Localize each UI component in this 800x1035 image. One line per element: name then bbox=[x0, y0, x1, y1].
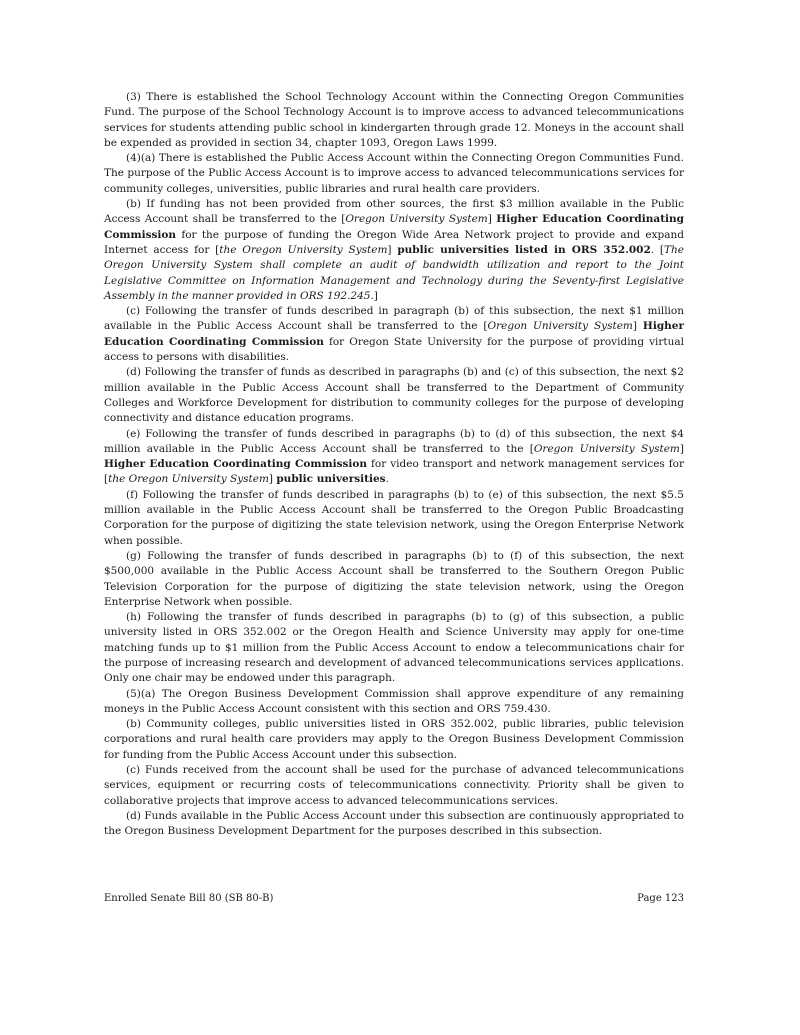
text-run: ] bbox=[632, 320, 643, 333]
deleted-text: Oregon University System bbox=[533, 442, 680, 455]
paragraph bbox=[104, 365, 684, 426]
text-run: for Oregon State University for the purpose of providing virtual access to persons with disabilities. bbox=[104, 335, 684, 364]
paragraph bbox=[104, 151, 684, 197]
text-run: (f) Following the transfer of funds described in paragraphs (b) to (e) of this subsection, the next $5.5 million available in the Public Access Account shall be transferred to the Oregon Public Broadcasting Corporation for the purpose of digitizing the state television network, using the Oregon Enterprise Network when possible. bbox=[104, 488, 684, 547]
deleted-text: Oregon University System bbox=[345, 213, 488, 226]
text-run: (h) Following the transfer of funds described in paragraphs (b) to (g) of this subsection, a public university listed in ORS 352.002 or the Oregon Health and Science University may apply for one-time matching funds up to $1 million from the Public Access Account to endow a telecommunications chair for the purpose of increasing research and development of advanced telecommunications services applications. Only one chair may be endowed under this paragraph. bbox=[104, 611, 684, 685]
text-run: . [ bbox=[650, 243, 665, 256]
paragraph bbox=[104, 304, 684, 365]
paragraph bbox=[104, 488, 684, 549]
inserted-text: public universities bbox=[276, 473, 386, 486]
text-run: ] bbox=[679, 442, 684, 455]
document-body bbox=[104, 90, 684, 840]
text-run: (5)(a) The Oregon Business Development Commission shall approve expenditure of any remaining moneys in the Public Access Account consistent with this section and ORS 759.430. bbox=[104, 687, 684, 715]
text-run: (g) Following the transfer of funds described in paragraphs (b) to (f) of this subsection, the next $500,000 available in the Public Access Account shall be transferred to the Southern Oregon Public Television Corporation for the purpose of digitizing the state television network, using the Oregon Enterprise Network when possible. bbox=[104, 549, 684, 608]
paragraph bbox=[104, 427, 684, 488]
paragraph bbox=[104, 90, 684, 151]
paragraph bbox=[104, 197, 684, 304]
text-run: . bbox=[385, 473, 389, 486]
inserted-text: Higher Education Coordinating Commission bbox=[104, 213, 685, 241]
paragraph bbox=[104, 610, 684, 686]
text-run: ] bbox=[373, 289, 378, 302]
text-run: (c) Funds received from the account shall be used for the purchase of advanced telecommunications services, equipment or recurring costs of telecommunications connectivity. Priority shall be given to collaborative projects that improve access to advanced telecommunications services. bbox=[104, 764, 684, 807]
text-run: ] bbox=[487, 213, 497, 226]
bill-identifier: Enrolled Senate Bill 80 (SB 80-B) bbox=[104, 893, 274, 904]
page-number: Page 123 bbox=[637, 893, 684, 904]
page-footer bbox=[104, 893, 684, 904]
paragraph bbox=[104, 717, 684, 763]
inserted-text: Higher Education Coordinating Commission bbox=[104, 458, 368, 471]
deleted-text: The Oregon University System shall complete an audit of bandwidth utilization and report to the Joint Legislative Committee on Information Management and Technology during the Seventy-first Legislative Assembly in the manner provided in ORS 192.245. bbox=[104, 243, 684, 302]
text-run: (c) Following the transfer of funds described in paragraph (b) of this subsection, the next $1 million available in the Public Access Account shall be transferred to the [ bbox=[104, 305, 684, 333]
text-run: (d) Following the transfer of funds as described in paragraphs (b) and (c) of this subsection, the next $2 million available in the Public Access Account shall be transferred to the Department of Community Colleges and Workforce Development for distribution to community colleges for the purpose of developing connectivity and distance education programs. bbox=[104, 366, 684, 425]
text-run: for the purpose of funding the Oregon Wide Area Network project to provide and expand Internet access for [ bbox=[104, 228, 684, 256]
paragraph bbox=[104, 809, 684, 840]
paragraph bbox=[104, 549, 684, 610]
text-run: (b) Community colleges, public universities listed in ORS 352.002, public libraries, public television corporations and rural health care providers may apply to the Oregon Business Development Commission for funding from the Public Access Account under this subsection. bbox=[104, 718, 684, 761]
deleted-text: the Oregon University System bbox=[108, 473, 269, 486]
paragraph bbox=[104, 763, 684, 809]
text-run: (3) There is established the School Technology Account within the Connecting Oregon Communities Fund. The purpose of the School Technology Account is to improve access to advanced telecommunications services for students attending public school in kindergarten through grade 12. Moneys in the account shall be expended as provided in section 34, chapter 1093, Oregon Laws 1999. bbox=[104, 91, 684, 149]
text-run: (d) Funds available in the Public Access Account under this subsection are continuously appropriated to the Oregon Business Development Department for the purposes described in this subsection. bbox=[104, 809, 684, 838]
text-run: (4)(a) There is established the Public Access Account within the Connecting Oregon Communities Fund. The purpose of the Public Access Account is to improve access to advanced telecommunications services for community colleges, universities, public libraries and rural health care providers. bbox=[104, 152, 684, 195]
paragraph bbox=[104, 687, 684, 718]
deleted-text: Oregon University System bbox=[487, 320, 633, 333]
text-run: (b) If funding has not been provided from other sources, the first $3 million available in the Public Access Account shall be transferred to the [ bbox=[104, 198, 684, 226]
deleted-text: the Oregon University System bbox=[219, 243, 388, 256]
text-run: (e) Following the transfer of funds described in paragraphs (b) to (d) of this subsection, the next $4 million available in the Public Access Account shall be transferred to the [ bbox=[104, 427, 684, 455]
text-run: for video transport and network management services for [ bbox=[104, 458, 684, 486]
inserted-text: Higher Education Coordinating Commission bbox=[104, 320, 685, 348]
text-run: ] bbox=[387, 243, 398, 256]
inserted-text: public universities listed in ORS 352.002 bbox=[397, 243, 651, 256]
text-run: ] bbox=[268, 473, 277, 486]
